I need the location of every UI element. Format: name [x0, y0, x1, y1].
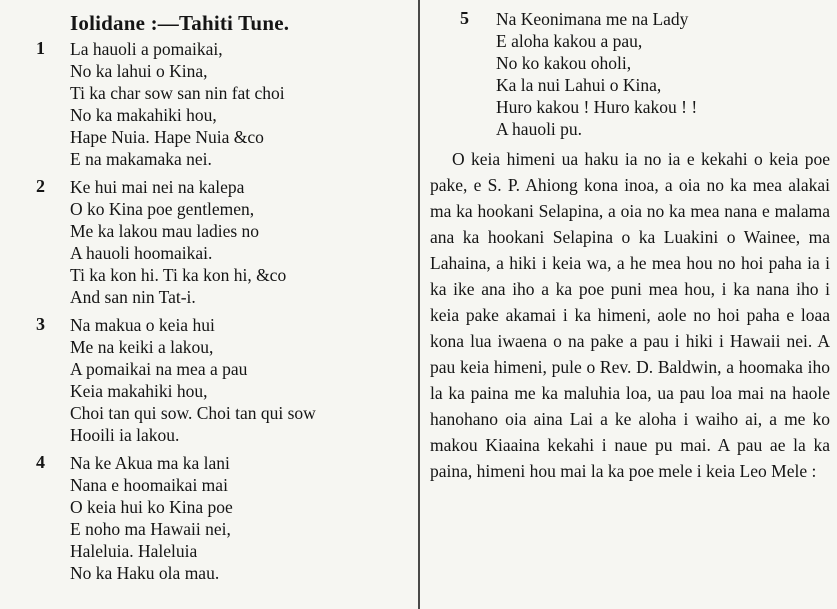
verse-line: A hauoli hoomaikai. [70, 243, 213, 263]
verse-line: Ti ka kon hi. Ti ka kon hi, &co [70, 265, 287, 285]
column-divider [418, 0, 420, 609]
verse-line: Haleluia. Haleluia [70, 541, 198, 561]
stanza-number: 4 [36, 452, 45, 472]
verse-line: Na Keonimana me na Lady [496, 9, 689, 29]
verse-line: Ti ka char sow san nin fat choi [70, 83, 285, 103]
verse-line: A hauoli pu. [496, 119, 583, 139]
stanza-5 [430, 8, 830, 140]
verse-line: No ka lahui o Kina, [70, 61, 208, 81]
verse-line: E na makamaka nei. [70, 149, 212, 169]
verse-line: A pomaikai na mea a pau [70, 359, 248, 379]
stanza-number: 1 [36, 38, 45, 58]
stanza-1 [30, 38, 415, 170]
left-column [30, 8, 415, 590]
verse-line: Na ke Akua ma ka lani [70, 453, 230, 473]
stanza-number: 5 [460, 8, 469, 28]
verse-line: Ke hui mai nei na kalepa [70, 177, 245, 197]
verse-line: Hape Nuia. Hape Nuia &co [70, 127, 264, 147]
verse-line: Choi tan qui sow. Choi tan qui sow [70, 403, 316, 423]
stanza-3 [30, 314, 415, 446]
verse-line: Huro kakou ! Huro kakou ! ! [496, 97, 698, 117]
verse-line: No ka makahiki hou, [70, 105, 217, 125]
verse-line: Ka la nui Lahui o Kina, [496, 75, 662, 95]
verse-line: La hauoli a pomaikai, [70, 39, 223, 59]
right-column [430, 8, 830, 502]
hymn-title: Iolidane :—Tahiti Tune. [70, 11, 290, 35]
stanza-4 [30, 452, 415, 584]
verse-line: E aloha kakou a pau, [496, 31, 643, 51]
verse-line: Nana e hoomaikai mai [70, 475, 228, 495]
verse-line: No ka Haku ola mau. [70, 563, 220, 583]
verse-line: Hooili ia lakou. [70, 425, 180, 445]
verse-line: Na makua o keia hui [70, 315, 215, 335]
verse-line: No ko kakou oholi, [496, 53, 632, 73]
stanza-number: 2 [36, 176, 45, 196]
article-paragraph: O keia himeni ua haku ia no ia e kekahi o keia poe pake, e S. P. Ahiong kona inoa, a oia no ka mea alakai ma ka hookani Selapina, a oia no ka mea nana e malama ana ka hookani Selapina o ka Luakini o Wainee, ma Lahaina, a hiki i keia wa, a he mea hou no hoi paha ia i ka ike ana iho a ka poe puni mea hou, i ka nana iho i keia pake akamai i ka himeni, aole no hoi paha e loaa kona lua iwaena o na pake a pau i hiki i Hawaii nei. A pau keia himeni, pule o Rev. D. Baldwin, a hoomaka iho la ka paina me ka maluhia loa, ua pau loa mai na haole hanohano oia aina Lai a ke aloha i waiho ai, a me ko makou Kiaaina kekahi i naue pu mai. A pau ae la ka paina, himeni hou mai la ka poe mele i keia Leo Mele : [430, 149, 830, 481]
verse-line: O ko Kina poe gentlemen, [70, 199, 255, 219]
stanza-2 [30, 176, 415, 308]
verse-line: Me na keiki a lakou, [70, 337, 214, 357]
verse-line: Keia makahiki hou, [70, 381, 208, 401]
stanza-number: 3 [36, 314, 45, 334]
verse-line: E noho ma Hawaii nei, [70, 519, 231, 539]
verse-line: And san nin Tat-i. [70, 287, 196, 307]
verse-line: Me ka lakou mau ladies no [70, 221, 260, 241]
verse-line: O keia hui ko Kina poe [70, 497, 233, 517]
